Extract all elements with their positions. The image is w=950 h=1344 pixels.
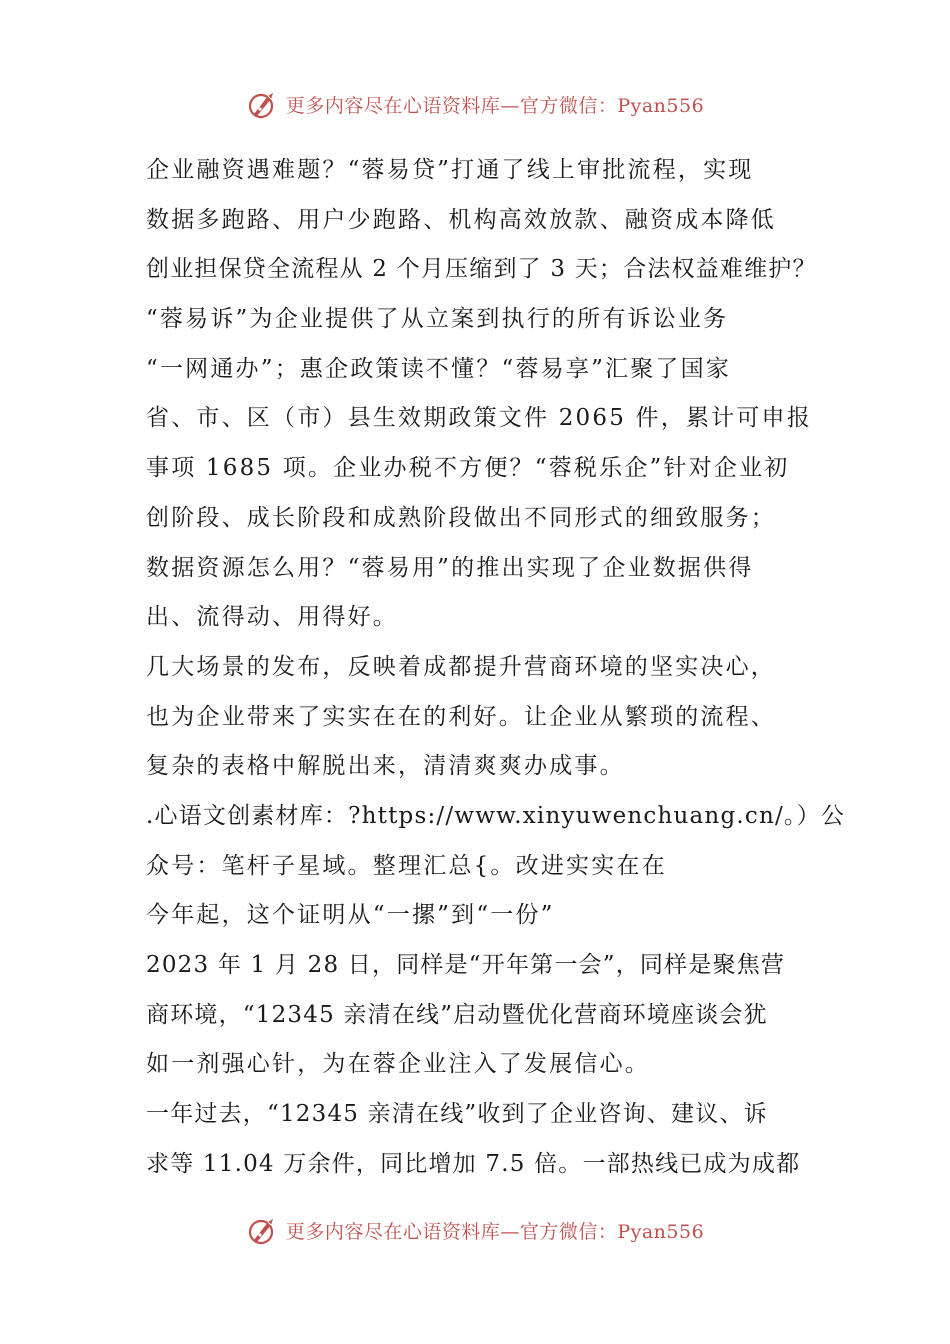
text-line: “蓉易诉”为企业提供了从立案到执行的所有诉讼业务 (146, 306, 729, 333)
text-line: .心语文创素材库：?https://www.xinyuwenchuang.cn/。）公 (146, 802, 846, 829)
header-banner (0, 84, 950, 124)
text-line: “一网通办”；惠企政策读不懂？“蓉易享”汇聚了国家 (146, 355, 732, 382)
text-line: 数据资源怎么用？“蓉易用”的推出实现了企业数据供得 (146, 554, 754, 581)
text-line: 省、市、区（市）县生效期政策文件 2065 件，累计可申报 (146, 405, 812, 432)
text-line: 2023 年 1 月 28 日，同样是“开年第一会”，同样是聚焦营 (146, 952, 786, 978)
text-line: 一年过去，“12345 亲清在线”收到了企业咨询、建议、诉 (146, 1101, 768, 1128)
text-line: 众号：笔杆子星域。整理汇总{。改进实实在在 (146, 852, 667, 879)
text-line: 如一剂强心针，为在蓉企业注入了发展信心。 (146, 1051, 650, 1078)
text-line: 几大场景的发布，反映着成都提升营商环境的坚实决心， (146, 653, 776, 680)
text-line: 求等 11.04 万余件，同比增加 7.5 倍。一部热线已成为成都 (146, 1150, 801, 1177)
text-line: 事项 1685 项。企业办税不方便？“蓉税乐企”针对企业初 (146, 455, 790, 482)
text-line: 商环境，“12345 亲清在线”启动暨优化营商环境座谈会犹 (146, 1001, 768, 1028)
text-line: 出、流得动、用得好。 (146, 604, 398, 631)
document-body (146, 146, 846, 1189)
text-line: 今年起，这个证明从“一摞”到“一份” (146, 902, 555, 929)
text-line: 企业融资遇难题？“蓉易贷”打通了线上审批流程，实现 (146, 157, 754, 183)
text-line: 复杂的表格中解脱出来，清清爽爽办成事。 (146, 753, 625, 780)
text-line: 创业担保贷全流程从 2 个月压缩到了 3 天；合法权益难维护？ (146, 256, 817, 283)
text-line: 创阶段、成长阶段和成熟阶段做出不同形式的细致服务； (146, 504, 776, 531)
pen-nib-circle-icon (246, 87, 280, 121)
text-line: 也为企业带来了实实在在的利好。让企业从繁琐的流程、 (146, 703, 776, 730)
text-line: 数据多跑路、用户少跑路、机构高效放款、融资成本降低 (146, 206, 776, 233)
banner-text: 更多内容尽在心语资料库—官方微信：Pyan556 (285, 94, 705, 117)
pen-nib-circle-icon (246, 1213, 280, 1247)
banner-text: 更多内容尽在心语资料库—官方微信：Pyan556 (285, 1220, 705, 1243)
footer-banner (0, 1210, 950, 1250)
